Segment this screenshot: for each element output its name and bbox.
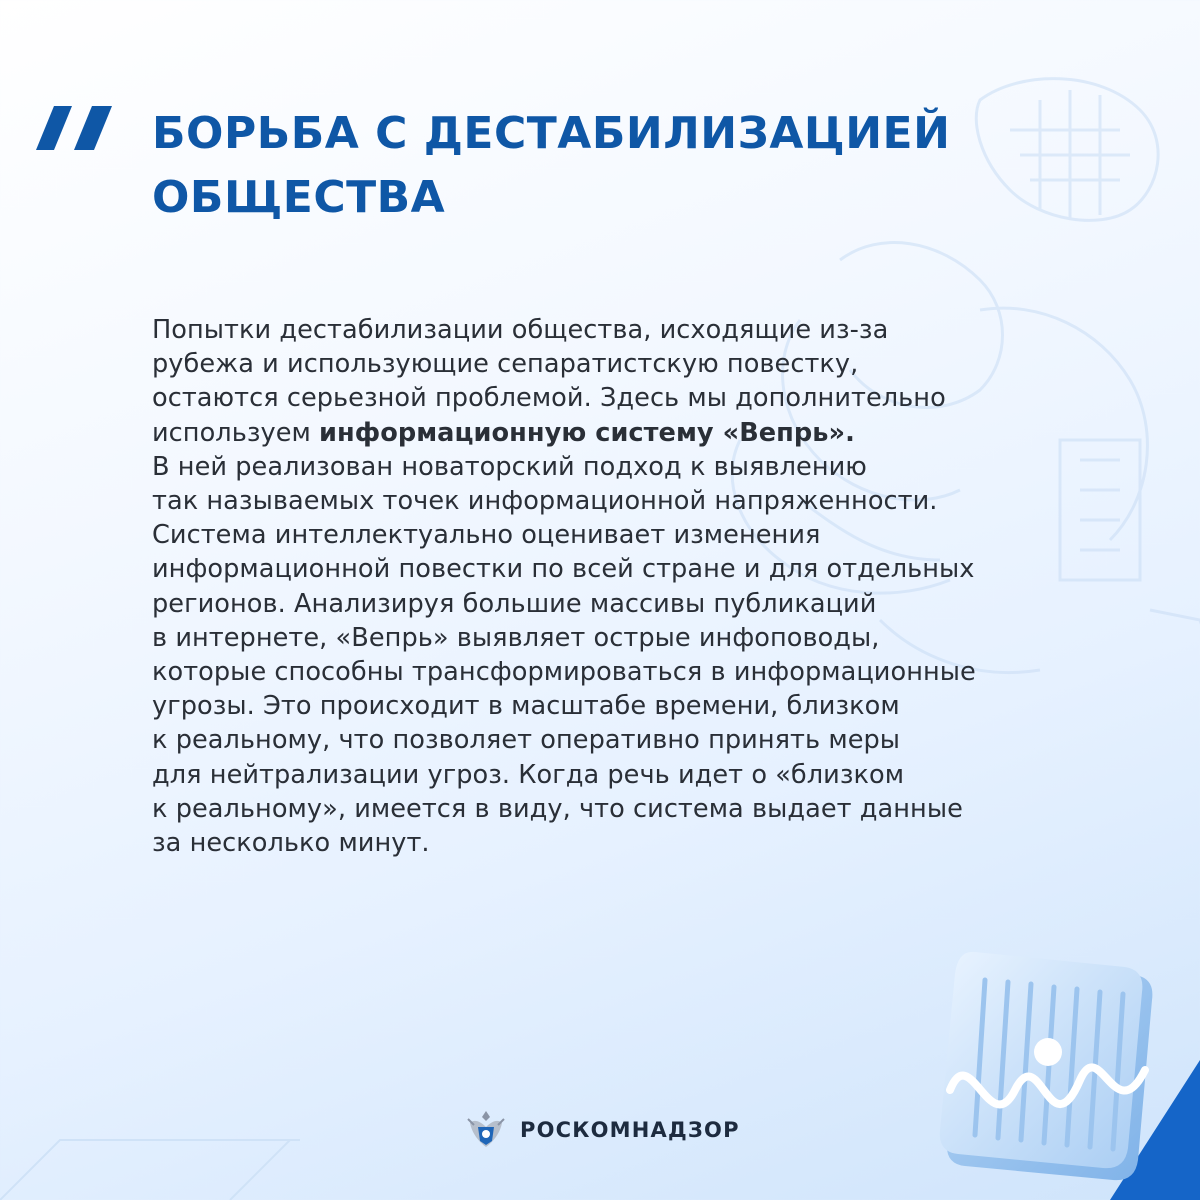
body-line: Система интеллектуально оценивает изменения bbox=[152, 520, 821, 551]
title-line: БОРЬБА С ДЕСТАБИЛИЗАЦИЕЙ bbox=[152, 108, 951, 159]
brand-logo bbox=[466, 1105, 740, 1155]
page-title bbox=[152, 102, 1052, 230]
title-line: ОБЩЕСТВА bbox=[152, 172, 446, 223]
body-line: для нейтрализации угроз. Когда речь идет о «близком bbox=[152, 759, 905, 790]
body-line: В ней реализован новаторский подход к выявлению bbox=[152, 451, 867, 482]
signal-device-icon bbox=[930, 930, 1200, 1200]
body-line-with-bold bbox=[152, 416, 1112, 450]
body-line: остаются серьезной проблемой. Здесь мы дополнительно bbox=[152, 383, 946, 414]
body-line: которые способны трансформироваться в информационные bbox=[152, 657, 976, 688]
body-line: так называемых точек информационной напряженности. bbox=[152, 486, 938, 517]
logo-text: РОСКОМНАДЗОР bbox=[520, 1118, 740, 1142]
body-paragraph bbox=[152, 313, 1112, 860]
double-slash-icon bbox=[36, 106, 112, 150]
bold-phrase: информационную систему «Вепрь». bbox=[319, 417, 855, 448]
body-line: к реальному, что позволяет оперативно принять меры bbox=[152, 725, 901, 756]
body-line: рубежа и использующие сепаратистскую повестку, bbox=[152, 349, 859, 380]
eagle-emblem-icon bbox=[466, 1107, 506, 1153]
body-line-prefix: используем bbox=[152, 417, 320, 448]
body-line: к реальному», имеется в виду, что система выдает данные bbox=[152, 793, 963, 824]
body-line: за несколько минут. bbox=[152, 828, 430, 859]
body-line: информационной повестки по всей стране и для отдельных bbox=[152, 554, 975, 585]
decorative-lines bbox=[0, 1120, 360, 1200]
body-line: угрозы. Это происходит в масштабе времени, близком bbox=[152, 691, 900, 722]
body-line: в интернете, «Вепрь» выявляет острые инфоповоды, bbox=[152, 622, 880, 653]
body-line: регионов. Анализируя большие массивы публикаций bbox=[152, 588, 877, 619]
body-line: Попытки дестабилизации общества, исходящие из-за bbox=[152, 315, 889, 345]
